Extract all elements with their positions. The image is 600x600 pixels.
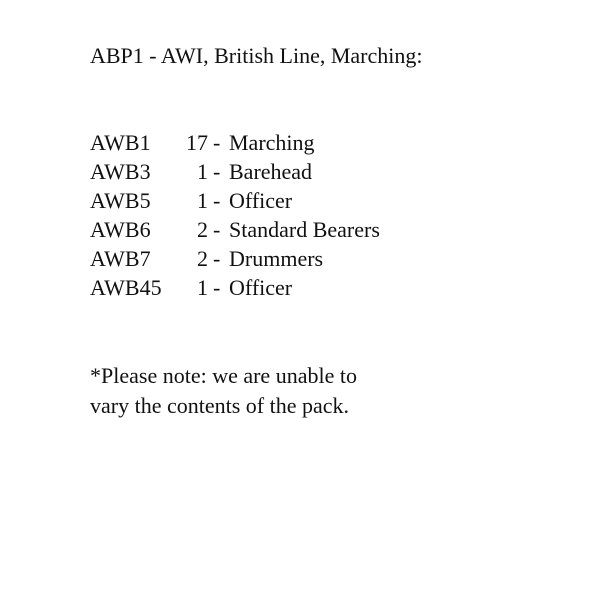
item-quantity: 17: [186, 130, 208, 155]
list-item: [90, 273, 380, 302]
item-code: AWB1: [90, 130, 151, 155]
list-item: [90, 215, 380, 244]
item-quantity: 1: [197, 275, 208, 300]
item-code: AWB7: [90, 246, 151, 271]
item-code: AWB5: [90, 188, 151, 213]
contents-list: [90, 128, 380, 302]
item-description: Barehead: [229, 159, 313, 184]
list-item: [90, 244, 380, 273]
pack-title: ABP1 - AWI, British Line, Marching:: [90, 43, 423, 68]
item-code: AWB3: [90, 159, 151, 184]
item-code: AWB45: [90, 275, 162, 300]
item-description: Marching: [229, 130, 315, 155]
item-separator: -: [213, 159, 221, 184]
list-item: [90, 186, 380, 215]
item-separator: -: [213, 188, 221, 213]
item-description: Standard Bearers: [229, 217, 380, 242]
pack-note: [90, 361, 357, 421]
item-separator: -: [213, 246, 221, 271]
item-description: Officer: [229, 188, 293, 213]
item-description: Officer: [229, 275, 293, 300]
item-quantity: 2: [197, 217, 208, 242]
item-quantity: 2: [197, 246, 208, 271]
item-code: AWB6: [90, 217, 151, 242]
note-line-1: *Please note: we are unable to: [90, 363, 357, 388]
item-separator: -: [213, 275, 221, 300]
note-line-2: vary the contents of the pack.: [90, 393, 350, 418]
item-quantity: 1: [197, 159, 208, 184]
item-separator: -: [213, 130, 221, 155]
list-item: [90, 157, 380, 186]
list-item: [90, 128, 380, 157]
item-separator: -: [213, 217, 221, 242]
item-description: Drummers: [229, 246, 324, 271]
item-quantity: 1: [197, 188, 208, 213]
